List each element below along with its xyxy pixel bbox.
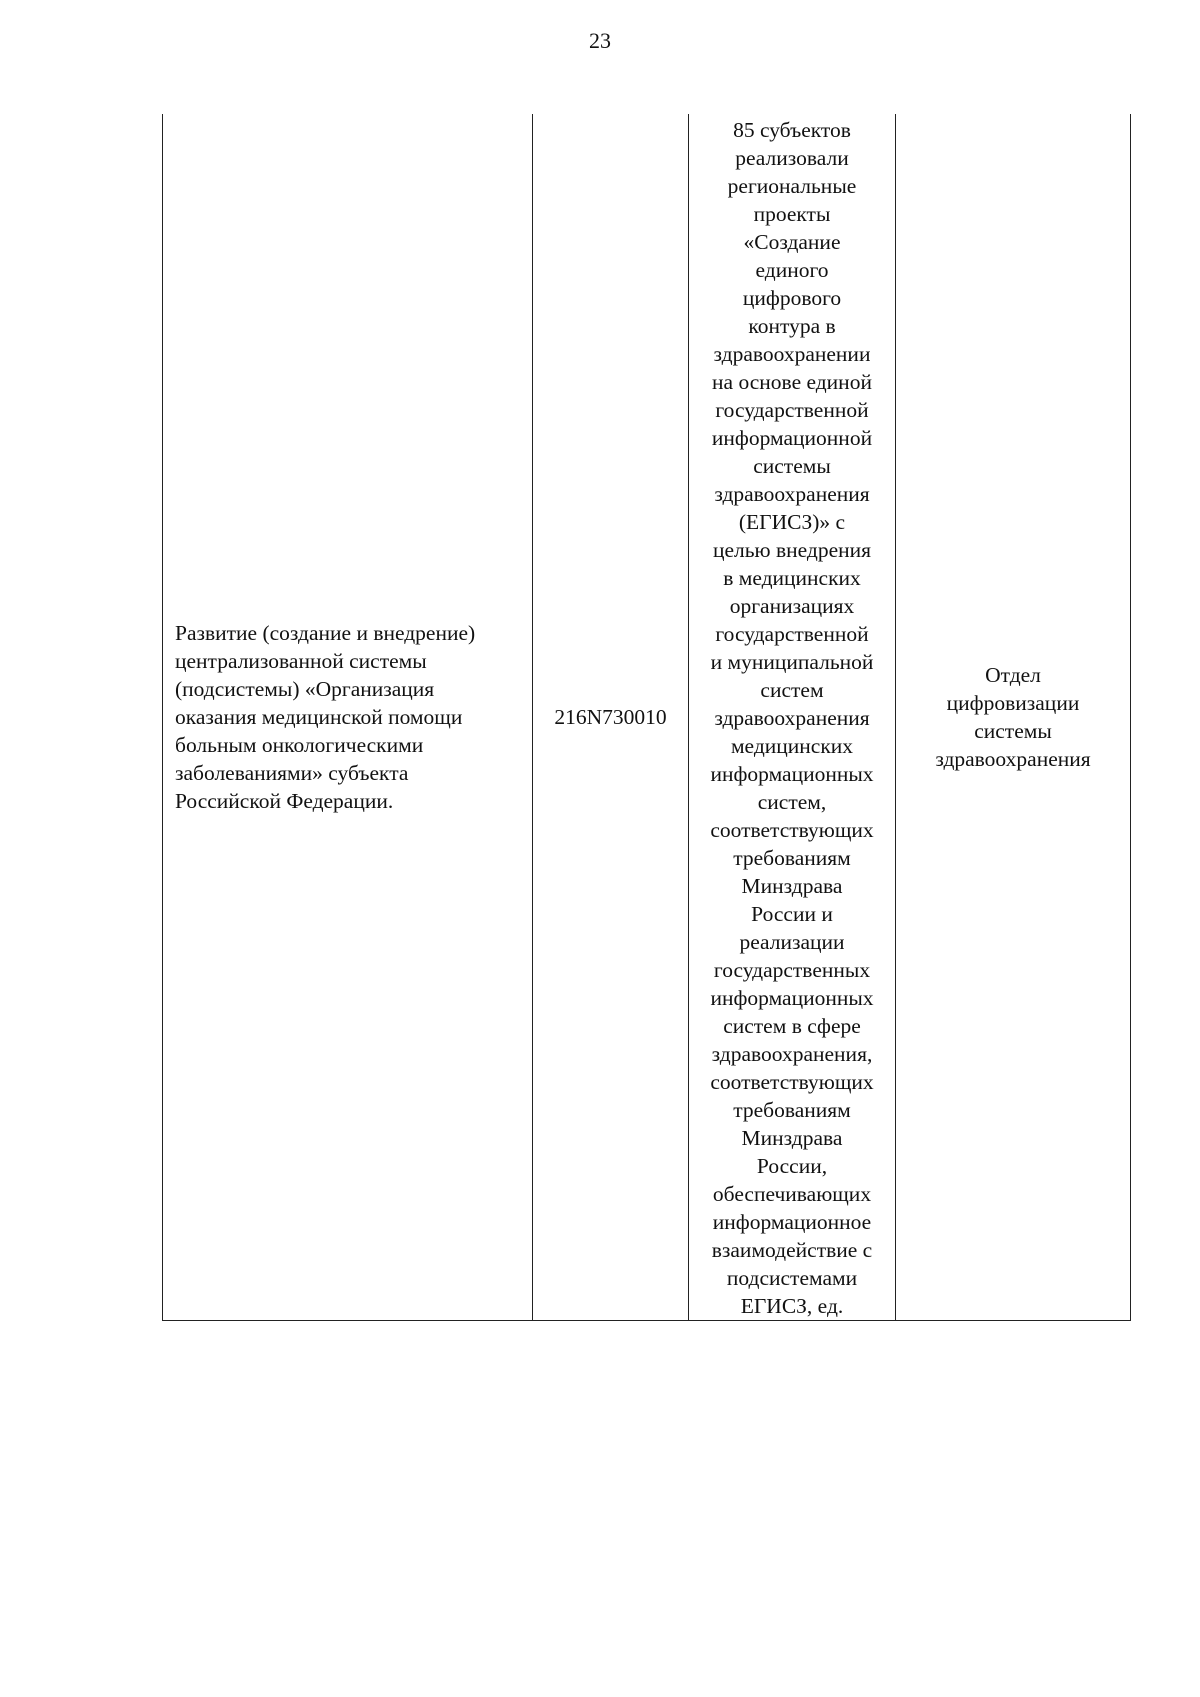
result-line: информационных [710, 762, 874, 786]
result-line: соответствующих [710, 1070, 874, 1094]
result-line: России, [756, 1154, 828, 1178]
result-line: информационной [711, 426, 873, 450]
result-line: государственных [713, 958, 871, 982]
result-line: подсистемами [726, 1266, 858, 1290]
result-line: региональные [727, 174, 857, 198]
page-number: 23 [589, 28, 611, 53]
result-line: системы [753, 454, 831, 478]
result-line: здравоохранения [714, 482, 870, 506]
description-cell [163, 114, 533, 1321]
result-line: на основе единой [712, 370, 872, 394]
description-line: больным онкологическими [175, 733, 424, 757]
result-line: ЕГИСЗ, ед. [740, 1294, 844, 1318]
result-line: реализовали [735, 146, 849, 170]
result-line: взаимодействие с [711, 1238, 873, 1262]
result-line: России и [751, 902, 833, 926]
description-line: Развитие (создание и внедрение) [175, 621, 476, 645]
result-line: обеспечивающих [712, 1182, 872, 1206]
department-line: цифровизации [946, 691, 1080, 715]
description-line: оказания медицинской помощи [175, 705, 463, 729]
data-table [162, 114, 1131, 1321]
result-line: соответствующих [710, 818, 874, 842]
result-line: единого [755, 258, 829, 282]
description-line: Российской Федерации. [175, 789, 394, 813]
result-line: организациях [729, 594, 855, 618]
result-line: государственной [715, 622, 869, 646]
result-line: цифрового [742, 286, 842, 310]
result-line: требованиям [733, 1098, 851, 1122]
result-line: «Создание [743, 230, 841, 254]
result-line: государственной [715, 398, 869, 422]
department-line: Отдел [985, 663, 1041, 687]
result-line: в медицинских [723, 566, 861, 590]
result-line: Минздрава [741, 874, 843, 898]
result-line: информационных [710, 986, 874, 1010]
result-line: систем, [757, 790, 827, 814]
result-line: контура в [748, 314, 836, 338]
description-line: (подсистемы) «Организация [175, 677, 435, 701]
result-line: проекты [753, 202, 831, 226]
result-line: здравоохранения, [711, 1042, 873, 1066]
result-line: здравоохранения [714, 706, 870, 730]
result-line: (ЕГИСЗ)» с [738, 510, 846, 534]
department-line: здравоохранения [935, 747, 1091, 771]
result-line: здравоохранении [713, 342, 871, 366]
result-line: и муниципальной [710, 650, 874, 674]
result-line: медицинских [730, 734, 854, 758]
result-line: реализации [739, 930, 845, 954]
result-line: информационное [712, 1210, 872, 1234]
result-line: требованиям [733, 846, 851, 870]
code-cell [533, 114, 689, 1321]
code-value: 216N730010 [554, 705, 667, 729]
result-line: Минздрава [741, 1126, 843, 1150]
description-line: централизованной системы [175, 649, 427, 673]
result-line: систем в сфере [723, 1014, 861, 1038]
department-line: системы [974, 719, 1052, 743]
department-cell [896, 114, 1131, 1321]
description-line: заболеваниями» субъекта [175, 761, 409, 785]
result-line: систем [760, 678, 824, 702]
result-cell [689, 114, 896, 1321]
result-line: 85 субъектов [733, 118, 851, 142]
table-row [163, 114, 1131, 1321]
result-line: целью внедрения [712, 538, 872, 562]
